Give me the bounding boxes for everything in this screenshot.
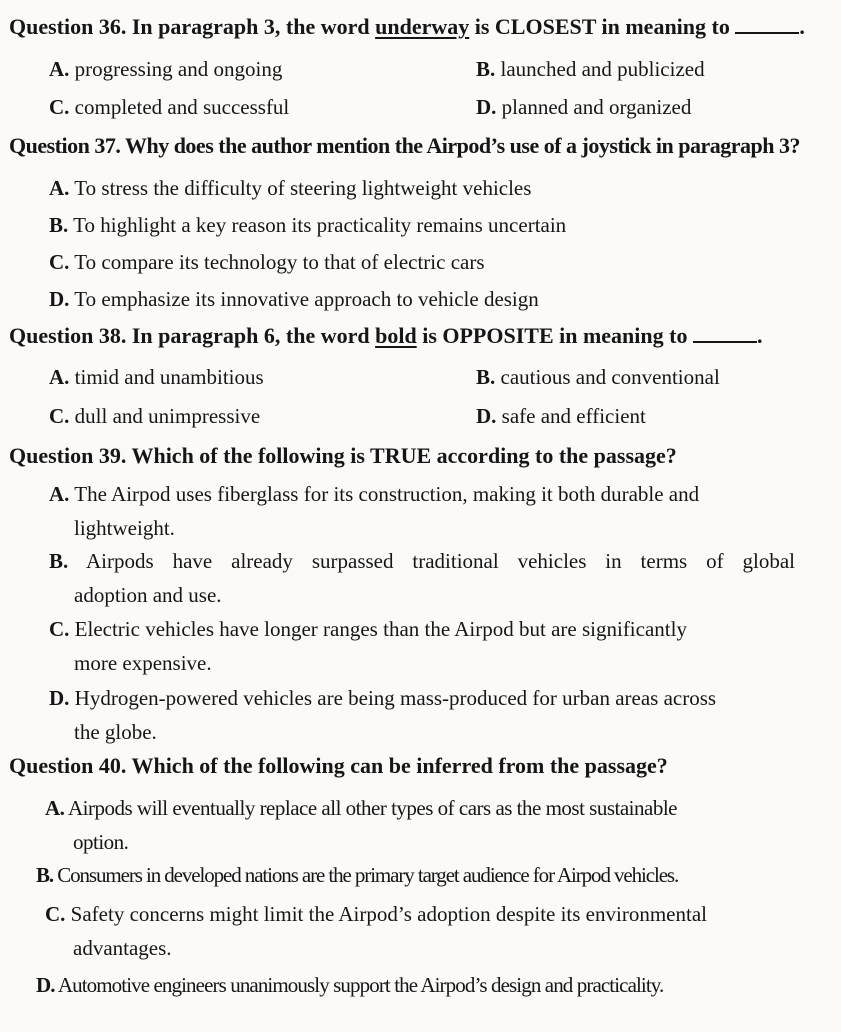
- question-37-label: Question 37.: [9, 133, 121, 158]
- question-39-option-a: [49, 477, 795, 545]
- question-36-option-c: [49, 94, 289, 120]
- question-36-option-a: [49, 56, 282, 82]
- option-letter: A.: [49, 57, 70, 81]
- answer-blank: [735, 14, 799, 34]
- question-38-text-before: In paragraph 6, the word: [126, 323, 376, 348]
- option-letter: B.: [476, 365, 496, 389]
- question-40-option-d: [36, 972, 663, 998]
- option-text: Automotive engineers unanimously support the Airpod’s design and practicality.: [57, 973, 664, 997]
- question-38-stem: [9, 323, 762, 349]
- option-text: planned and organized: [501, 95, 692, 119]
- question-36-option-b: [476, 56, 705, 82]
- option-text-continued: advantages.: [73, 936, 172, 960]
- option-letter: C.: [49, 250, 70, 274]
- option-text: To compare its technology to that of electric cars: [74, 250, 485, 274]
- option-text-continued: the globe.: [74, 720, 157, 744]
- question-36-end: .: [799, 14, 805, 39]
- question-38-keyword: bold: [375, 323, 417, 348]
- question-39-option-c: [49, 612, 795, 680]
- question-36-keyword: underway: [375, 14, 470, 39]
- question-37-text: Why does the author mention the Airpod’s use of a joystick in paragraph 3?: [120, 133, 800, 158]
- option-text: Safety concerns might limit the Airpod’s adoption despite its environmental: [70, 902, 707, 926]
- question-40-label: Question 40.: [9, 753, 127, 778]
- option-letter: A.: [49, 365, 70, 389]
- option-text-continued: more expensive.: [74, 651, 212, 675]
- question-38-option-b: [476, 364, 720, 390]
- option-letter: D.: [476, 95, 497, 119]
- question-38-text-after: is OPPOSITE in meaning to: [416, 323, 693, 348]
- question-39-option-b: [49, 544, 795, 612]
- question-36-text-before: In paragraph 3, the word: [126, 14, 376, 39]
- question-39-label: Question 39.: [9, 443, 127, 468]
- option-text: Hydrogen-powered vehicles are being mass-produced for urban areas across: [74, 686, 717, 710]
- question-39-text: Which of the following is TRUE according to the passage?: [126, 443, 677, 468]
- option-letter: C.: [45, 902, 66, 926]
- option-text-continued: lightweight.: [74, 516, 175, 540]
- option-text: To emphasize its innovative approach to vehicle design: [74, 287, 539, 311]
- option-text: timid and unambitious: [74, 365, 264, 389]
- question-40-option-a: [45, 791, 797, 859]
- question-38-option-c: [49, 403, 260, 429]
- option-text: The Airpod uses fiberglass for its construction, making it both durable and: [74, 482, 700, 506]
- option-text: Electric vehicles have longer ranges than the Airpod but are significantly: [74, 617, 687, 641]
- option-text-continued: option.: [73, 830, 129, 854]
- option-letter: C.: [49, 617, 70, 641]
- option-letter: D.: [49, 686, 70, 710]
- question-37-option-a: [49, 175, 531, 201]
- option-text: dull and unimpressive: [74, 404, 261, 428]
- option-letter: D.: [36, 973, 55, 997]
- question-40-stem: [9, 753, 668, 779]
- question-36-label: Question 36.: [9, 14, 127, 39]
- option-text: To highlight a key reason its practicality remains uncertain: [73, 213, 567, 237]
- option-letter: B.: [36, 863, 54, 887]
- question-36-text-after: is CLOSEST in meaning to: [469, 14, 736, 39]
- question-37-option-c: [49, 249, 485, 275]
- option-text: cautious and conventional: [500, 365, 720, 389]
- option-letter: B.: [49, 549, 69, 573]
- option-letter: C.: [49, 404, 70, 428]
- option-text: Airpods will eventually replace all other types of cars as the most sustainable: [68, 796, 677, 820]
- question-38-option-a: [49, 364, 264, 390]
- question-37-stem: [9, 133, 800, 159]
- option-text: Airpods have already surpassed traditional vehicles in terms of global: [86, 549, 795, 573]
- question-36-option-d: [476, 94, 691, 120]
- question-38-option-d: [476, 403, 646, 429]
- option-text: progressing and ongoing: [74, 57, 283, 81]
- option-letter: C.: [49, 95, 70, 119]
- option-text: Consumers in developed nations are the primary target audience for Airpod vehicles.: [57, 863, 679, 887]
- option-text: To stress the difficulty of steering lightweight vehicles: [74, 176, 532, 200]
- option-letter: D.: [49, 287, 70, 311]
- question-40-option-b: [36, 862, 678, 888]
- answer-blank: [693, 323, 757, 343]
- question-39-stem: [9, 443, 677, 469]
- question-39-option-d: [49, 681, 795, 749]
- option-letter: A.: [45, 796, 65, 820]
- question-38-label: Question 38.: [9, 323, 127, 348]
- option-letter: A.: [49, 482, 70, 506]
- question-40-text: Which of the following can be inferred from the passage?: [126, 753, 668, 778]
- question-37-option-b: [49, 212, 566, 238]
- option-text-continued: adoption and use.: [74, 583, 222, 607]
- question-36-stem: [9, 14, 805, 40]
- option-letter: D.: [476, 404, 497, 428]
- option-text: launched and publicized: [500, 57, 705, 81]
- option-letter: A.: [49, 176, 70, 200]
- option-letter: B.: [476, 57, 496, 81]
- option-text: completed and successful: [74, 95, 290, 119]
- question-38-end: .: [756, 323, 763, 348]
- question-37-option-d: [49, 286, 539, 312]
- option-letter: B.: [49, 213, 69, 237]
- option-text: safe and efficient: [501, 404, 646, 428]
- question-40-option-c: [45, 897, 797, 965]
